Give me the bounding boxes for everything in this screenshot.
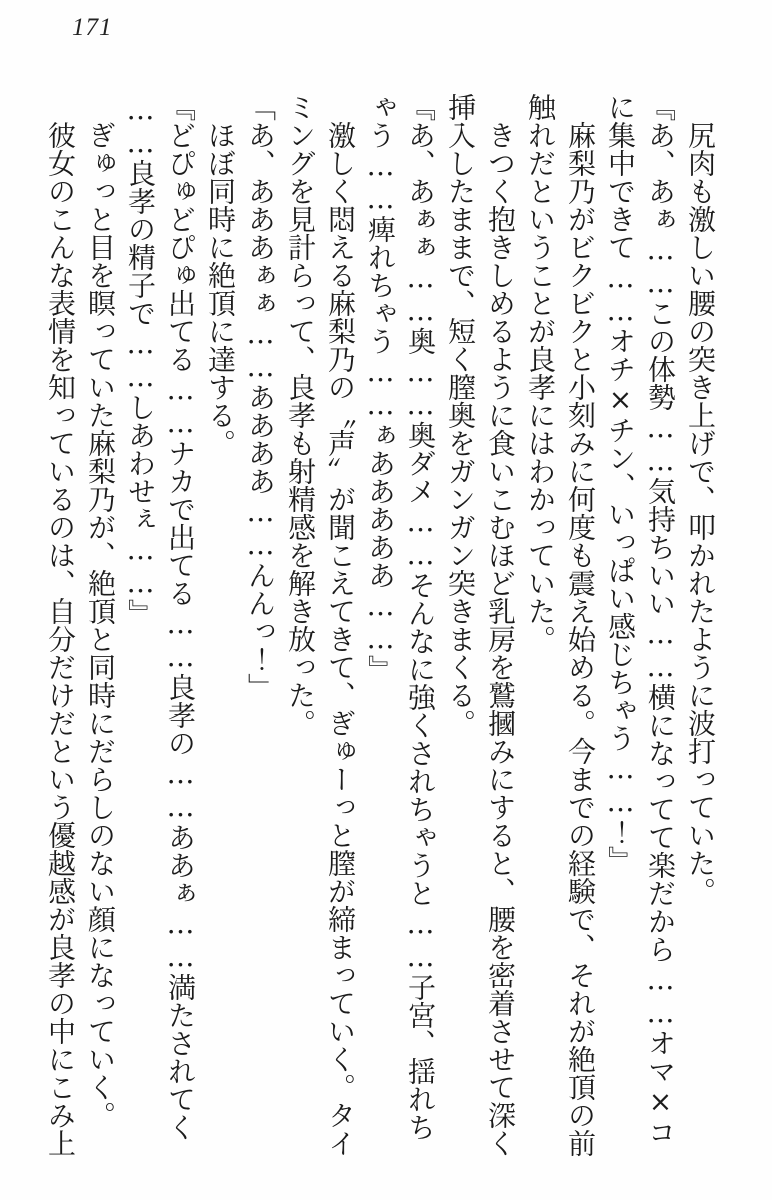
dialogue-paragraph: 「あ、あああぁぁ……ああああ……んんっ！」: [244, 93, 277, 701]
page-number: 171: [72, 14, 113, 41]
narration-paragraph: 尻肉も激しい腰の突き上げで、叩かれたように波打っていた。: [684, 121, 717, 905]
narration-paragraph: ほぼ同時に絶頂に達する。: [204, 121, 237, 457]
narration-paragraph: 激しく悶える麻梨乃の〝声〟が聞こえてきて、ぎゅーっと膣が締まっていく。タイミングを見計らって、良孝も射精感を解き放った。: [284, 93, 357, 1157]
novel-text: [36, 93, 720, 1165]
narration-paragraph: きつく抱きしめるように食いこむほど乳房を鷲摑みにすると、腰を密着させて深く挿入したままで、短く膣奥をガンガン突きまくる。: [444, 93, 517, 1157]
narration-paragraph: ぎゅっと目を瞑っていた麻梨乃が、絶頂と同時にだらしのない顔になっていく。: [84, 121, 117, 1129]
dialogue-paragraph: 『どぴゅどぴゅ出てる……ナカで出てる……良孝の……ああぁ……満たされてく……良孝の精子で……しあわせぇ……』: [124, 93, 197, 1141]
dialogue-paragraph: 『あ、あぁ……この体勢……気持ちいい……横になってて楽だから……オマ×コに集中できて……オチ×チン、いっぱい感じちゃう……！』: [604, 93, 677, 1146]
dialogue-paragraph: 『あ、あぁぁ……奥……奥ダメ……そんなに強くされちゃうと……子宮、揺れちゃう……痺れちゃう……ぁあああああ……』: [364, 93, 437, 1141]
narration-paragraph: 麻梨乃がビクビクと小刻みに何度も震え始める。今までの経験で、それが絶頂の前触れだということが良孝にはわかっていた。: [524, 93, 597, 1157]
narration-paragraph: 彼女のこんな表情を知っているのは、自分だけだという優越感が良孝の中にこみ上: [44, 121, 77, 1157]
